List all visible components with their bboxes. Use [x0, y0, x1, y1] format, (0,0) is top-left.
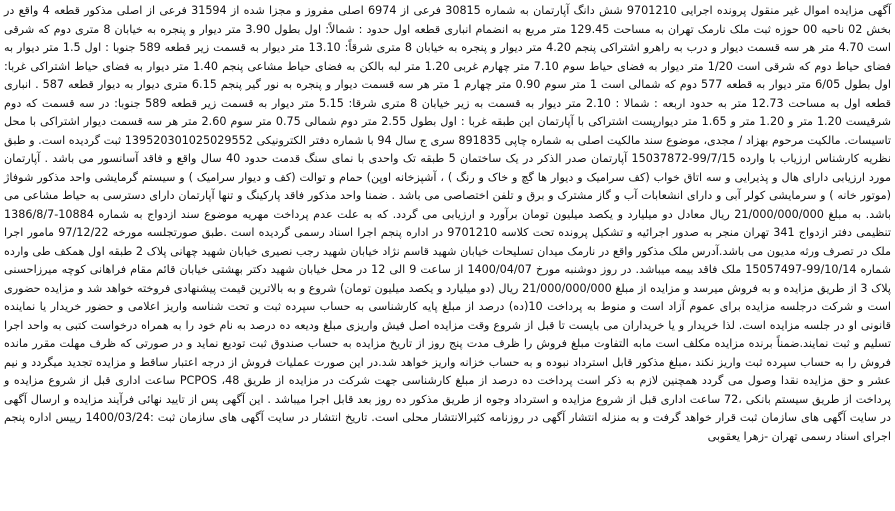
notice-body: آگهی مزایده اموال غیر منقول پرونده اجرایی 9701210 شش دانگ آپارتمان به شماره 30815 فرعی از 6974 اصلی مفروز و مجزا شده از 31594 فرعی از اصلی مذکور قطعه 4 واقع در بخش 02 ناحیه 00 حوزه ثبت ملک نارمک تهران به مساحت 129.45 متر مربع به انضمام انباری قطعه اول حدود : شمالاً: اول بطول 3.90 متر دیوار و پنجره به خیابان 8 متری دوم که شرقی است 4.70 متر هر سه قسمت دیوار و درب به راهرو اشتراکی پنجم 4.20 متر دیوار و پنجره به خیابان 8 متری شرقاً: 13.10 متر دیوار به قسمت زیر قطعه 589 جنوبا : اول 1.5 متر دیوار به فضای حیاط دوم که شرقی است 1/20 متر دیوار به فضای حیاط سوم 7.10 متر چهارم غربی 1.20 متر لبه بالکن به فضای حیاط مشاعی پنجم 1.40 متر دیوار به فضای حیاط اشتراکی غربا: اول بطول 6/05 متر دیوار به قطعه 577 دوم که شمالی است 1 متر سوم 0.90 متر چهارم 1 متر هر سه قسمت دیوار و پنجره به نور گیر پنجم 6.15 متری دیوار به دیوار قطعه 587 . انباری قطعه اول به مساحت 12.73 متر به حدود اربعه : شمالا : 2.10 متر دیوار به قسمت به زیر خیابان 8 متری شرقا: 5.15 متر دیوار به قسمت زیر قطعه 589 جنوبا: در سه قسمت که دوم شرقیست 1.20 متر و 1.20 متر و 1.65 متر دیوارپست اشتراکی با آپارتمان این طبقه غربا : اول بطول 2.55 متر دوم شمالی 0.75 متر سوم 2.60 متر هر سه قسمت دیوار اشتراکی با محل تاسیسات. مالکیت مرحوم بهزاد / مجدی، موضوع سند مالکیت اصلی به شماره چاپی 891835 سری ج سال 94 با شماره دفتر الکترونیکی 139520301025029552 ثبت گردیده است. و طبق نظریه کارشناس ارزیاب با وارده 99/7/15-15037872 آپارتمان صدر الذکر در یک ساختمان 5 طبقه تک واحدی با نمای سنگ قدمت حدود 40 سال واقع و فاقد آسانسور می باشد . آپارتمان مورد ارزیابی دارای هال و پذیرایی و سه اتاق خواب (کف سرامیک و دیوار ها گچ و خاک و رنگ ) ، آشپزخانه اوپن) حمام و توالت (کف و دیوار سرامیک ) و سیستم گرمایشی واحد مذکور شوفاژ (موتور خانه ) و سرمایشی کولر آبی و دارای انشعابات آب و گاز مشترک و برق و تلفن اختصاصی می باشد . ضمنا واحد مذکور فاقد پارکینگ و تنها آپارتمان دارای دسترسی به حیاط مشاعی می باشد. به مبلغ 21/000/000/000 ریال معادل دو میلیارد و یکصد میلیون تومان برآورد و ارزیابی می گردد. که به علت عدم پرداخت مهریه موضوع سند ازدواج به شماره 10884-1386/8/7 تنظیمی دفتر ازدواج 341 تهران منجر به صدور اجرائیه و تشکیل پرونده تحت کلاسه 9701210 در اداره پنجم اجرا اسناد رسمی گردیده است .طبق صورتجلسه مورخه 97/12/22 مامور اجرا ملک در تصرف ورثه مدیون می باشد.آدرس ملک مذکور واقع در نارمک میدان تسلیحات خیابان شهید قاسم نژاد خیابان شهید رجب نصیری خیابان شهید چهانی پلاک 2 طبقه اول همکف طی وارده شماره 99/10/14-15057497 ملک فاقد بیمه میباشد. در روز دوشنبه مورخ 1400/04/07 از ساعت 9 الی 12 در محل خیابان شهید دکتر بهشتی خیابان قائم مقام فراهانی کوچه میرزاحسنی پلاک 3 از طریق مزایده و به فروش میرسد و مزایده از مبلغ 21/000/000/000 ریال (دو میلیارد و یکصد میلیون تومان) شروع و به بالاترین قیمت پیشنهادی فروخته خواهد شد و مزایده حضوری است و شرکت درجلسه مزایده برای عموم آزاد است و منوط به پرداخت 10(ده) درصد از مبلغ پایه کارشناسی به حساب سپرده ثبت و تحت شناسه واریز اعلامی و حضور خریدار یا نماینده قانونی او در جلسه مزایده است. لذا خریدار و یا خریداران می بایست تا قبل از شروع وقت مزایده اصل فیش واریزی مبلغ ودیعه ده درصد به نام خود را به همراه درخواست کتبی به واحد اجرا تسلیم و ثبت نمایند.ضمناً برنده مزایده مکلف است مابه التفاوت مبلغ فروش را ظرف مدت پنج روز از تاریخ مزایده به حساب صندوق ثبت تودیع نماید و در صورتی که ظرف مهلت مقرر مانده فروش را به حساب سپرده ثبت واریز نکند ،مبلغ مذکور قابل استرداد نبوده و به حساب خزانه واریز خواهد شد.در این صورت عملیات فروش از درجه اعتبار ساقط و مزایده تجدید میگردد و نیم عشر و حق مزایده نقدا وصول می گردد همچنین لازم به ذکر است پرداخت ده درصد از مبلغ کارشناسی جهت شرکت در مزایده از طریق 48، PCPOS ساعت اداری قبل از شروع مزایده و پرداخت از طریق سیستم بانکی ،72 ساعت اداری قبل از شروع مزایده و استرداد وجوه از طریق مذکور ده روز بعد قابل اجرا میباشد . این آگهی پس از تایید نهائی فرآیند مزایده و ارسال آگهی در سایت آگهی های سازمان ثبت قرار خواهد گرفت و به منزله انتشار آگهی در روزنامه کثیرالانتشار محلی است. تاریخ انتشار در سایت آگهی های سازمان ثبت :1400/03/24 رییس اداره پنجم اجرای اسناد رسمی تهران -زهرا یعقوبی: [4, 4, 892, 443]
